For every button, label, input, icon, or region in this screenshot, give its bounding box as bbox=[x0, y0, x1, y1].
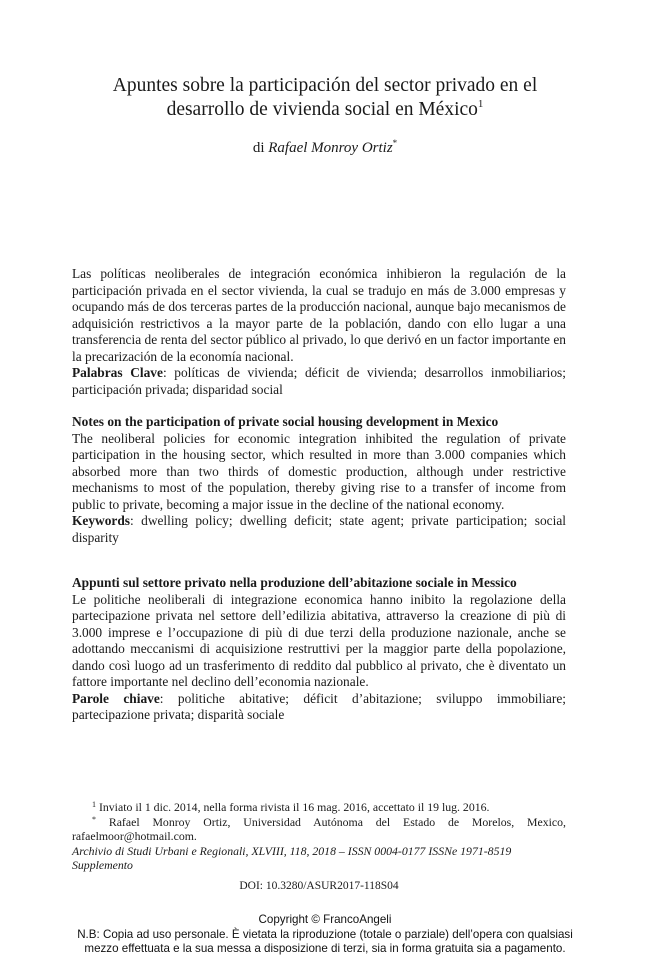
article-title bbox=[60, 74, 590, 122]
keywords-italian bbox=[72, 691, 566, 724]
keywords-english bbox=[72, 513, 566, 546]
author-line bbox=[60, 139, 590, 157]
title-footnote-mark: 1 bbox=[477, 98, 484, 110]
keywords-english-list: : dwelling policy; dwelling deficit; state agent; private participation; social disparity bbox=[72, 513, 566, 545]
footnote-2-text: Rafael Monroy Ortiz, Universidad Autónoma del Estado de Morelos, Mexico, rafaelmoor@hotmail.com. bbox=[72, 814, 566, 844]
author-footnote-mark: * bbox=[392, 138, 398, 148]
keywords-english-label: Keywords bbox=[72, 513, 131, 528]
copyright-notice-line-1: N.B: Copia ad uso personale. È vietata la riproduzione (totale o parziale) dell’opera con qualsiasi bbox=[77, 927, 573, 941]
title-line-1: Apuntes sobre la participación del sector privado en el bbox=[112, 75, 538, 96]
abstract-spanish-text: Las políticas neoliberales de integración económica inhibieron la regulación de la participación privada en el sector vivienda, la cual se tradujo en más de 3.000 empresas y ocupando más de dos terceras partes de la producción nacional, aunque bajo mecanismos de adquisición restrictivos a la mayor parte de la población, dando con ello lugar a una transferencia de renta del sector público al privado, lo que derivó en un factor importante en la precarización de la economía nacional. bbox=[72, 266, 566, 364]
footnote-1-mark: 1 bbox=[92, 800, 96, 809]
abstract-spanish bbox=[72, 266, 566, 398]
keywords-italian-label: Parole chiave bbox=[72, 690, 160, 706]
footnote-2-mark: * bbox=[92, 814, 96, 824]
copyright-notice bbox=[20, 913, 630, 957]
title-line-2: desarrollo de vivienda social en México bbox=[166, 99, 478, 120]
keywords-spanish-list: : políticas de vivienda; déficit de vivienda; desarrollos inmobiliarios; participación privada; disparidad social bbox=[72, 365, 566, 397]
footnote-1-text: Inviato il 1 dic. 2014, nella forma rivista il 16 mag. 2016, accettato il 19 lug. 2016. bbox=[96, 800, 490, 814]
keywords-spanish-label: Palabras Clave bbox=[72, 365, 163, 380]
footnotes bbox=[72, 800, 566, 873]
abstract-english bbox=[72, 414, 566, 546]
keywords-spanish bbox=[72, 365, 566, 398]
footnote-1 bbox=[72, 800, 566, 815]
abstract-english-heading: Notes on the participation of private social housing development in Mexico bbox=[72, 414, 499, 429]
journal-citation: Archivio di Studi Urbani e Regionali, XLVIII, 118, 2018 – ISSN 0004-0177 ISSNe 1971-8519 Supplemento bbox=[72, 843, 512, 873]
copyright-line: Copyright © FrancoAngeli bbox=[258, 913, 392, 926]
abstract-italian-text: Le politiche neoliberali di integrazione economica hanno inibito la regolazione della partecipazione privata nel settore dell’edilizia abitativa, attraverso la creazione di più di 3.000 imprese e l’occupazione di più di due terzi della produzione nazionale, anche se adottando meccanismi di acquisizione restruttivi per la maggior parte della popolazione, dando così luogo ad un trasferimento di reddito dal pubblico al privato, che è diventato un fattore importante nel declino dell’economia nazionale. bbox=[72, 591, 566, 689]
abstract-english-text: The neoliberal policies for economic integration inhibited the regulation of private participation in the housing sector, which resulted in more than 3.000 companies which absorbed more than two thirds of domestic production, although under restrictive mechanisms to most of the population, thereby giving rise to a transfer of income from public to private, becoming a major issue in the decline of the national economy. bbox=[72, 430, 566, 512]
footnote-2 bbox=[72, 815, 566, 844]
author-name: Rafael Monroy Ortiz bbox=[268, 140, 393, 156]
copyright-notice-line-2: mezzo effettuata e la sua messa a disposizione di terzi, sia in forma gratuita sia a pagamento. bbox=[84, 942, 566, 955]
abstract-italian bbox=[72, 575, 566, 724]
abstract-italian-heading: Appunti sul settore privato nella produzione dell’abitazione sociale in Messico bbox=[72, 575, 517, 590]
author-prefix: di bbox=[252, 140, 265, 156]
doi: DOI: 10.3280/ASUR2017-118S04 bbox=[239, 880, 399, 892]
keywords-italian-list: : politiche abitative; déficit d’abitazione; sviluppo immobiliare; partecipazione privata; disparità sociale bbox=[72, 690, 566, 722]
